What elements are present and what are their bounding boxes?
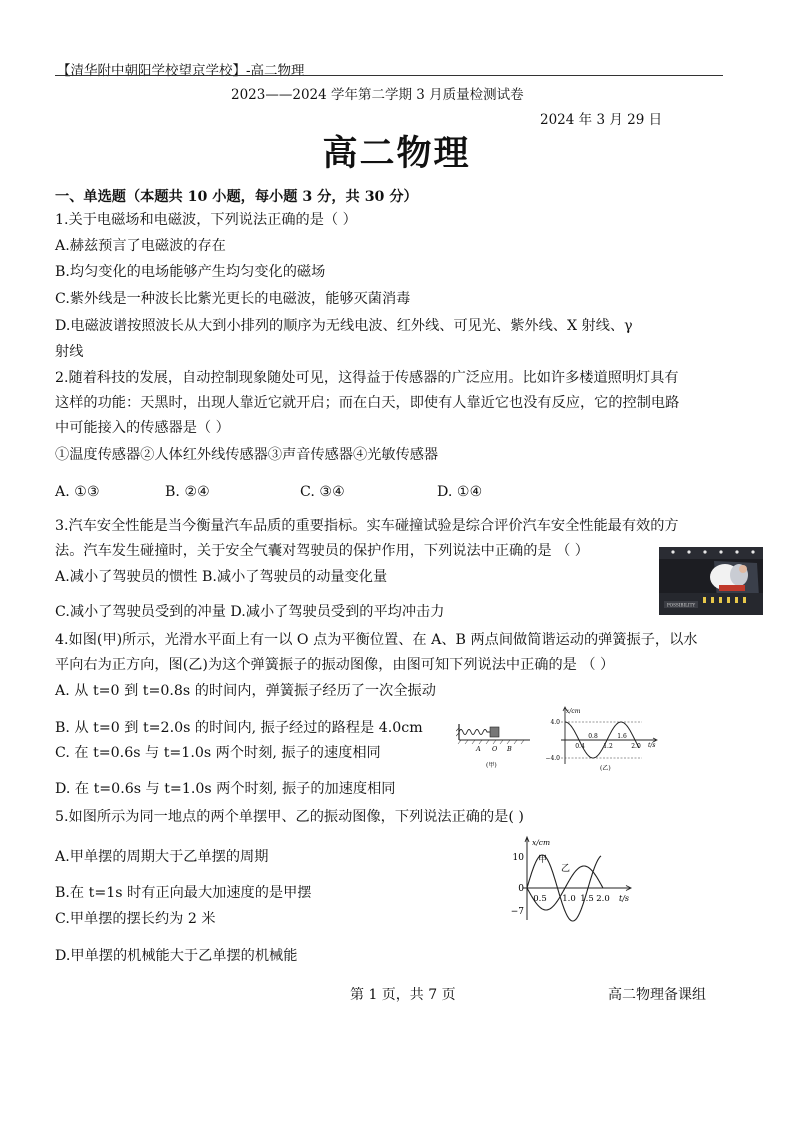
photo-badge-text: POSSIBILITY <box>666 602 696 608</box>
q5-xlabel: t/s <box>619 894 630 903</box>
header-rule <box>55 75 723 76</box>
q5-option-b: B.在 t=1s 时有正向最大加速度的是甲摆 <box>55 885 312 901</box>
q1-option-d-cont: 射线 <box>55 344 84 360</box>
q2-option-b: B. ②④ <box>165 484 210 500</box>
q2-stem-line1: 2.随着科技的发展，自动控制现象随处可见，这得益于传感器的广泛应用。比如许多楼道照明灯具有 <box>55 370 679 386</box>
q3-option-cd: C.减小了驾驶员受到的冲量 D.减小了驾驶员受到的平均冲击力 <box>55 604 445 620</box>
q5-ytick-zero: 0 <box>518 884 524 894</box>
crash-test-photo <box>659 547 763 615</box>
spring-oscillator-figure <box>456 720 532 770</box>
q5-ylabel: x/cm <box>532 838 551 847</box>
q4-option-d: D. 在 t=0.6s 与 t=1.0s 两个时刻, 振子的加速度相同 <box>55 781 396 797</box>
q1-option-d: D.电磁波谱按照波长从大到小排列的顺序为无线电波、红外线、可见光、紫外线、X 射线、γ <box>55 318 633 334</box>
exam-term: 2023——2024 学年第二学期 3 月质量检测试卷 <box>231 87 524 103</box>
q2-stem-line2: 这样的功能：天黑时，出现人靠近它就开启；而在白天，即使有人靠近它也没有反应，它的控制电路 <box>55 395 680 411</box>
series-jia-label: 甲 <box>538 855 548 865</box>
q1-option-c: C.紫外线是一种波长比紫光更长的电磁波，能够灭菌消毒 <box>55 291 411 307</box>
q4-xtick-2: 1.2 <box>603 743 613 750</box>
q4-xtick-4: 2.0 <box>631 743 641 750</box>
footer-page-number: 第 1 页，共 7 页 <box>350 987 456 1003</box>
q5-option-a: A.甲单摆的周期大于乙单摆的周期 <box>55 849 269 865</box>
page-title: 高二物理 <box>322 133 471 174</box>
q5-xtick-0: 0.5 <box>533 894 547 904</box>
q3-option-ab: A.减小了驾驶员的惯性 B.减小了驾驶员的动量变化量 <box>55 569 388 585</box>
fig-caption-jia: (甲) <box>486 762 497 769</box>
school-header: 【清华附中朝阳学校望京学校】-高二物理 <box>57 63 305 79</box>
section-title: 一、单选题（本题共 10 小题，每小题 3 分，共 30 分） <box>55 189 418 205</box>
q1-option-a: A.赫兹预言了电磁波的存在 <box>55 238 226 254</box>
q5-xtick-2: 1.5 <box>580 894 594 904</box>
q5-option-c: C.甲单摆的摆长约为 2 米 <box>55 911 216 927</box>
q2-stem-line3: 中可能接入的传感器是（ ） <box>55 420 230 436</box>
q2-option-c: C. ③④ <box>300 484 345 500</box>
q4-stem-line2: 平向右为正方向，图(乙)为这个弹簧振子的振动图像，由图可知下列说法中正确的是 （ ） <box>55 657 615 673</box>
q4-option-b: B. 从 t=0 到 t=2.0s 的时间内, 振子经过的路程是 4.0cm <box>55 720 423 736</box>
q1-stem: 1.关于电磁场和电磁波，下列说法正确的是（ ） <box>55 212 357 228</box>
q5-ytick-top: 10 <box>512 853 524 863</box>
q2-option-a: A. ①③ <box>55 484 100 500</box>
q4-ylabel: x/cm <box>566 708 581 715</box>
q4-ytick-top: 4.0 <box>550 719 560 726</box>
q5-ytick-bottom: −7 <box>510 907 524 917</box>
q4-xtick-1: 0.8 <box>588 733 598 740</box>
q4-ytick-bottom: −4.0 <box>545 755 560 762</box>
q2-option-d: D. ①④ <box>437 484 483 500</box>
q5-pendulum-graph <box>504 834 644 926</box>
q4-vibration-graph <box>538 704 668 772</box>
q4-stem-line1: 4.如图(甲)所示，光滑水平面上有一以 O 点为平衡位置、在 A、B 两点间做简谐运动的弹簧振子，以水 <box>55 632 698 648</box>
exam-date: 2024 年 3 月 29 日 <box>540 112 663 128</box>
q4-xtick-3: 1.6 <box>617 733 627 740</box>
q4-option-c: C. 在 t=0.6s 与 t=1.0s 两个时刻, 振子的速度相同 <box>55 745 381 761</box>
label-o: O <box>492 745 498 753</box>
fig-caption-yi: (乙) <box>600 765 611 772</box>
label-b: B <box>507 745 512 753</box>
q5-xtick-1: 1.0 <box>562 894 576 904</box>
q3-stem-line1: 3.汽车安全性能是当今衡量汽车品质的重要指标。实车碰撞试验是综合评价汽车安全性能最有效的方 <box>55 518 679 534</box>
q1-option-b: B.均匀变化的电场能够产生均匀变化的磁场 <box>55 264 326 280</box>
q5-xtick-3: 2.0 <box>596 894 610 904</box>
q3-stem-line2: 法。汽车发生碰撞时，关于安全气囊对驾驶员的保护作用，下列说法中正确的是 （ ） <box>55 543 589 559</box>
series-yi-label: 乙 <box>561 864 571 874</box>
q5-stem: 5.如图所示为同一地点的两个单摆甲、乙的振动图像，下列说法正确的是( ) <box>55 809 524 825</box>
q4-option-a: A. 从 t=0 到 t=0.8s 的时间内，弹簧振子经历了一次全振动 <box>55 683 436 699</box>
label-a: A <box>476 745 481 753</box>
q4-xtick-0: 0.4 <box>575 743 585 750</box>
q4-xlabel: t/s <box>648 742 656 749</box>
q2-sensors: ①温度传感器②人体红外线传感器③声音传感器④光敏传感器 <box>55 447 439 463</box>
q5-option-d: D.甲单摆的机械能大于乙单摆的机械能 <box>55 948 298 964</box>
footer-group: 高二物理备课组 <box>608 987 706 1003</box>
